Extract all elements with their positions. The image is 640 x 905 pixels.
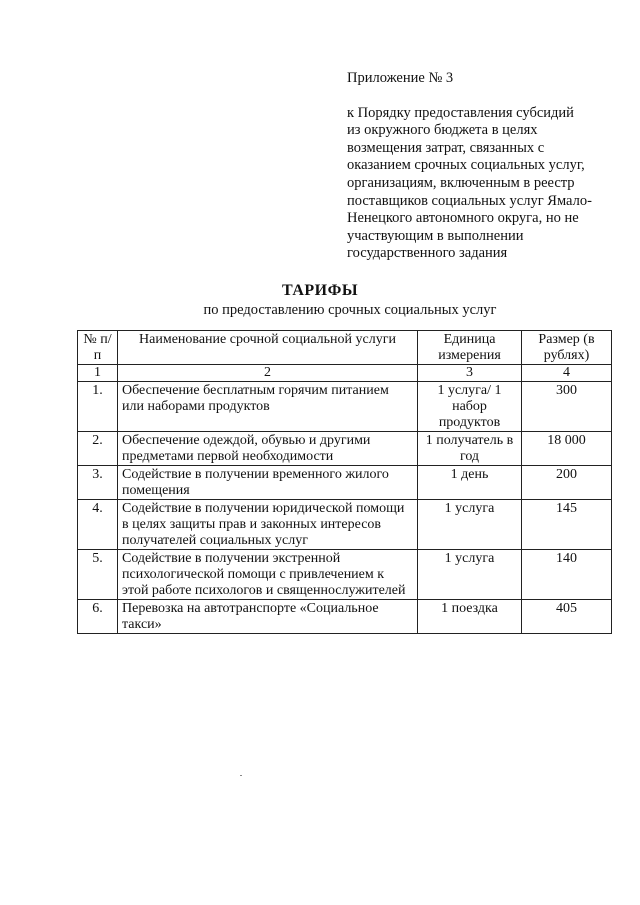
tariffs-table: [77, 330, 612, 634]
row-unit: 1 получатель в год: [418, 432, 522, 466]
row-price: 300: [522, 382, 612, 432]
table-header-row: [78, 331, 612, 365]
header-unit: Единица измерения: [418, 331, 522, 365]
appendix-text-line: участвующим в выполнении: [347, 227, 524, 244]
row-service-name: Содействие в получении юридической помощи в целях защиты прав и законных интересов получателей социальных услуг: [118, 500, 418, 550]
row-num: 4.: [78, 500, 118, 550]
table-row: [78, 600, 612, 634]
row-num: 3.: [78, 466, 118, 500]
column-index-cell: 1: [78, 365, 118, 382]
column-index-cell: 4: [522, 365, 612, 382]
row-unit: 1 день: [418, 466, 522, 500]
appendix-text-line: государственного задания: [347, 245, 508, 262]
appendix-text-line: организациям, включенным в реестр: [347, 174, 575, 191]
appendix-text-line: из окружного бюджета в целях: [347, 122, 538, 139]
scan-speck: [240, 775, 242, 776]
column-index-row: [78, 365, 612, 382]
row-unit: 1 поездка: [418, 600, 522, 634]
row-price: 145: [522, 500, 612, 550]
appendix-text-line: оказанием срочных социальных услуг,: [347, 157, 585, 174]
row-unit: 1 услуга: [418, 550, 522, 600]
appendix-text-line: Ненецкого автономного округа, но не: [347, 210, 579, 227]
table-row: [78, 550, 612, 600]
appendix-text: [347, 105, 612, 263]
header-num: № п/п: [78, 331, 118, 365]
document-title: ТАРИФЫ: [281, 282, 359, 299]
appendix-text-line: поставщиков социальных услуг Ямало-: [347, 192, 592, 209]
row-service-name: Содействие в получении временного жилого помещения: [118, 466, 418, 500]
header-price: Размер (в рублях): [522, 331, 612, 365]
row-num: 5.: [78, 550, 118, 600]
table-row: [78, 432, 612, 466]
row-service-name: Обеспечение бесплатным горячим питанием или наборами продуктов: [118, 382, 418, 432]
row-service-name: Перевозка на автотранспорте «Социальное такси»: [118, 600, 418, 634]
row-num: 2.: [78, 432, 118, 466]
row-num: 6.: [78, 600, 118, 634]
row-unit: 1 услуга/ 1 набор продуктов: [418, 382, 522, 432]
row-price: 140: [522, 550, 612, 600]
row-price: 18 000: [522, 432, 612, 466]
row-unit: 1 услуга: [418, 500, 522, 550]
row-service-name: Содействие в получении экстренной психологической помощи с привлечением к этой работе психологов и священнослужителей: [118, 550, 418, 600]
appendix-block: [347, 70, 612, 263]
header-name: Наименование срочной социальной услуги: [118, 331, 418, 365]
column-index-cell: 2: [118, 365, 418, 382]
row-num: 1.: [78, 382, 118, 432]
document-subtitle: по предоставлению срочных социальных услуг: [203, 302, 497, 318]
table-row: [78, 382, 612, 432]
column-index-cell: 3: [418, 365, 522, 382]
row-price: 405: [522, 600, 612, 634]
appendix-text-line: к Порядку предоставления субсидий: [347, 104, 574, 121]
table-row: [78, 500, 612, 550]
appendix-title: Приложение № 3: [347, 70, 454, 86]
appendix-text-line: возмещения затрат, связанных с: [347, 139, 545, 156]
row-price: 200: [522, 466, 612, 500]
table-row: [78, 466, 612, 500]
row-service-name: Обеспечение одеждой, обувью и другими предметами первой необходимости: [118, 432, 418, 466]
